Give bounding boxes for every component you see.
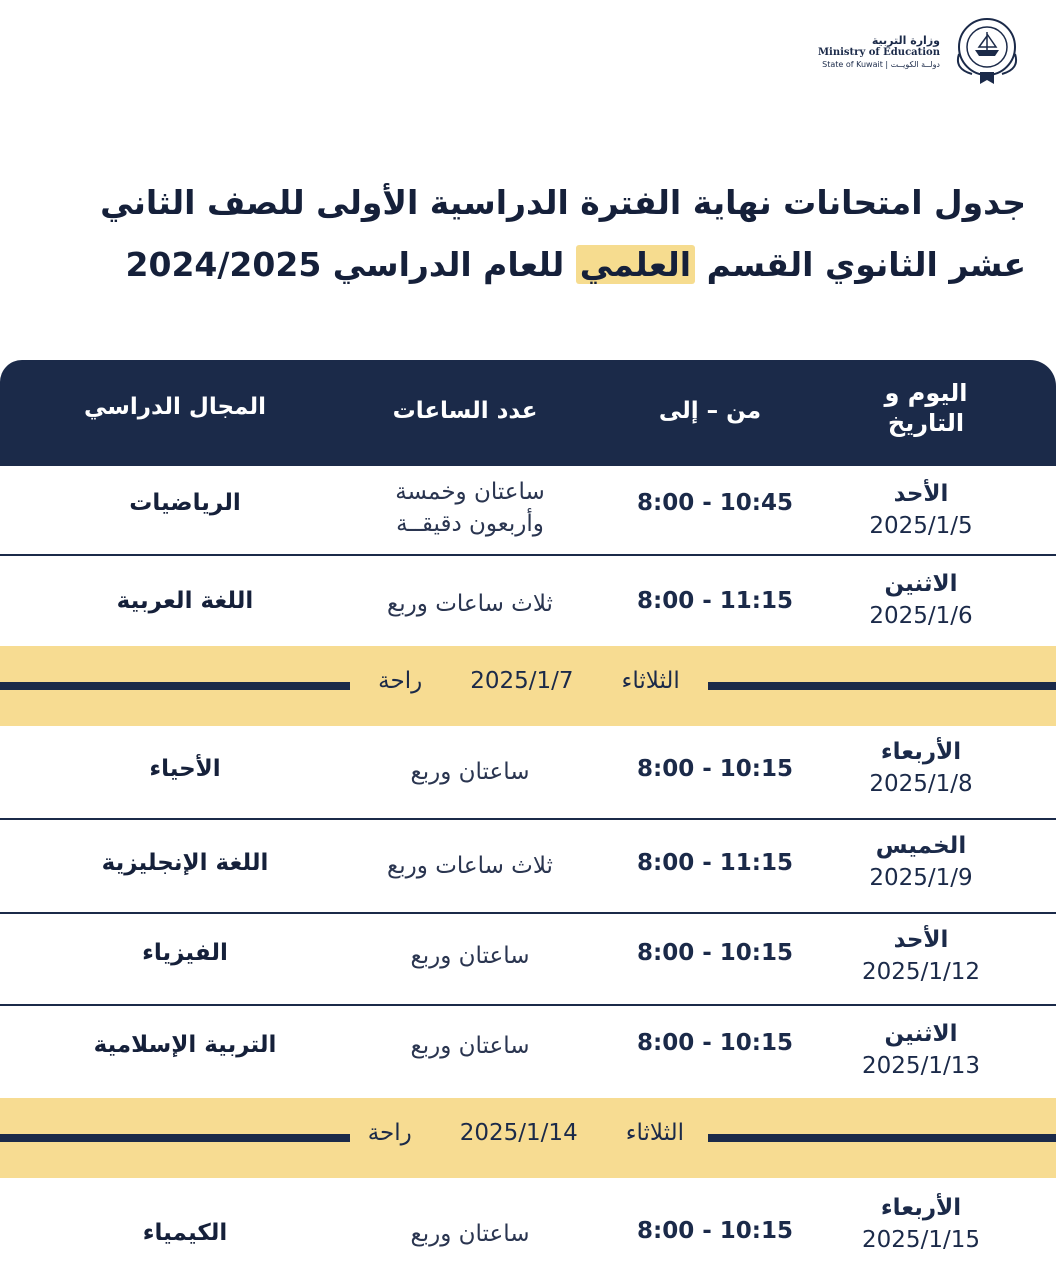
hours-cell: ثلاث ساعات وربع [387, 853, 553, 879]
time-cell: 8:00 - 10:15 [637, 1030, 793, 1056]
day-date-cell: الأحد 2025/1/5 [869, 481, 973, 539]
subject-cell: الفيزياء [142, 940, 228, 966]
table-row [0, 1180, 1056, 1280]
rest-day-band [0, 646, 1056, 726]
ministry-name-en: Ministry of Education [817, 46, 940, 58]
ministry-name-ar: وزارة التربية [871, 33, 940, 47]
hours-cell: ساعتان وربع [410, 1221, 530, 1247]
rest-day-text: الثلاثاء2025/1/14راحة [367, 1120, 684, 1146]
hours-cell: ثلاث ساعات وربع [387, 591, 553, 617]
column-header-hours: عدد الساعات [392, 398, 538, 424]
title-line-2: عشر الثانوي القسم العلمي للعام الدراسي 2024/2025 [125, 245, 1026, 284]
subject-cell: اللغة الإنجليزية [101, 850, 269, 876]
table-row [0, 1006, 1056, 1098]
table-row [0, 914, 1056, 1006]
divider-bar [708, 1134, 1056, 1142]
time-cell: 8:00 - 11:15 [637, 588, 793, 614]
hours-cell: ساعتان وربع [410, 759, 530, 785]
title-highlight: العلمي [576, 245, 695, 284]
hours-cell: ساعتان وخمسة وأربعون دقيقــة [395, 479, 545, 537]
table-row [0, 726, 1056, 820]
table-row [0, 556, 1056, 644]
title-line-1: جدول امتحانات نهاية الفترة الدراسية الأولى للصف الثاني [100, 183, 1026, 222]
divider-bar [0, 1134, 350, 1142]
subject-cell: الأحياء [149, 756, 221, 782]
time-cell: 8:00 - 10:45 [637, 490, 793, 516]
day-date-cell: الاثنين 2025/1/6 [869, 571, 973, 629]
ministry-logo [818, 14, 1024, 88]
kuwait-emblem-icon [950, 14, 1024, 88]
table-header [0, 360, 1056, 466]
column-header-time: من – إلى [658, 398, 762, 424]
day-date-cell: الاثنين 2025/1/13 [862, 1021, 980, 1079]
subject-cell: الرياضيات [129, 490, 241, 516]
rest-day-text: الثلاثاء2025/1/7راحة [378, 668, 680, 694]
column-header-day-date: اليوم و التاريخ [884, 379, 968, 437]
divider-bar [708, 682, 1056, 690]
table-row [0, 820, 1056, 914]
table-row [0, 466, 1056, 556]
day-date-cell: الأربعاء 2025/1/15 [862, 1195, 980, 1253]
day-date-cell: الأحد 2025/1/12 [862, 927, 980, 985]
time-cell: 8:00 - 10:15 [637, 1218, 793, 1244]
day-date-cell: الخميس 2025/1/9 [869, 833, 973, 891]
column-header-subject: المجال الدراسي [84, 394, 266, 420]
subject-cell: التربية الإسلامية [93, 1032, 277, 1058]
state-name: State of Kuwait | دولــة الكويــت [822, 59, 940, 69]
page-title [20, 172, 1026, 296]
subject-cell: الكيمياء [142, 1220, 228, 1246]
hours-cell: ساعتان وربع [410, 1033, 530, 1059]
subject-cell: اللغة العربية [116, 588, 254, 614]
divider-bar [0, 682, 350, 690]
hours-cell: ساعتان وربع [410, 943, 530, 969]
day-date-cell: الأربعاء 2025/1/8 [869, 739, 973, 797]
time-cell: 8:00 - 10:15 [637, 940, 793, 966]
time-cell: 8:00 - 10:15 [637, 756, 793, 782]
time-cell: 8:00 - 11:15 [637, 850, 793, 876]
rest-day-band [0, 1098, 1056, 1178]
ministry-name-block [818, 34, 940, 69]
